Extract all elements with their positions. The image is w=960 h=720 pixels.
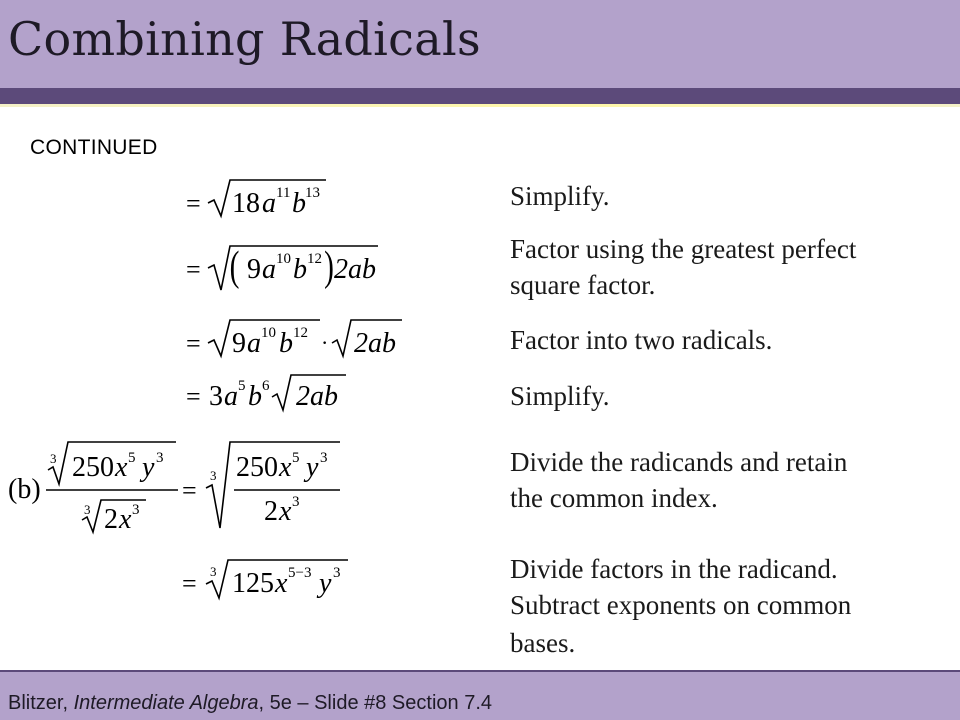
- svg-text:(: (: [229, 242, 240, 290]
- svg-text:5: 5: [238, 378, 246, 394]
- svg-text:a: a: [262, 188, 276, 219]
- svg-text:a: a: [247, 328, 261, 359]
- step-note-divide-factors-line2: Subtract exponents on common: [510, 590, 852, 620]
- step-note-factor-gpsf-line2: square factor.: [510, 270, 656, 300]
- svg-text:2: 2: [264, 496, 278, 527]
- svg-text:3: 3: [209, 381, 223, 412]
- svg-text:=: =: [186, 329, 201, 358]
- svg-text:2ab: 2ab: [354, 328, 396, 359]
- step-note-simplify-1: Simplify.: [510, 181, 610, 211]
- svg-text:13: 13: [305, 185, 320, 201]
- svg-text:3: 3: [333, 565, 341, 581]
- svg-text:b: b: [292, 188, 306, 219]
- svg-text:=: =: [186, 255, 201, 284]
- svg-text:12: 12: [293, 325, 308, 341]
- step-note-divide-radicands-line1: Divide the radicands and retain: [510, 447, 848, 477]
- svg-text:=: =: [182, 476, 197, 505]
- footer-book-title: Intermediate Algebra: [73, 692, 259, 714]
- svg-text:x: x: [279, 452, 292, 483]
- equation-row-5: [8, 442, 340, 535]
- svg-text:b: b: [279, 328, 293, 359]
- svg-text:250: 250: [236, 452, 278, 483]
- svg-text:y: y: [306, 452, 319, 483]
- footer-author: Blitzer,: [8, 692, 74, 714]
- svg-text:b: b: [248, 381, 262, 412]
- svg-text:=: =: [182, 569, 197, 598]
- svg-text:10: 10: [261, 325, 276, 341]
- svg-text:3: 3: [84, 502, 91, 517]
- step-note-divide-factors-line3: bases.: [510, 628, 576, 658]
- part-label-b: (b): [8, 474, 41, 505]
- step-note-factor-gpsf-line1: Factor using the greatest perfect: [510, 234, 857, 264]
- svg-text:a: a: [262, 254, 276, 285]
- equation-row-1: [186, 180, 326, 219]
- svg-text:250: 250: [72, 452, 114, 483]
- svg-text:3: 3: [156, 450, 164, 466]
- svg-text:5: 5: [128, 450, 136, 466]
- step-note-two-radicals: Factor into two radicals.: [510, 325, 773, 355]
- footer-citation: [8, 692, 492, 715]
- svg-text:3: 3: [292, 494, 300, 510]
- eq1-radicand: 18: [232, 188, 260, 219]
- step-note-divide-factors-line1: Divide factors in the radicand.: [510, 554, 838, 584]
- equation-row-6: [182, 560, 348, 599]
- svg-text:3: 3: [320, 450, 328, 466]
- svg-text:=: =: [186, 382, 201, 411]
- equation-row-3: [186, 320, 402, 359]
- svg-text:x: x: [119, 504, 132, 535]
- svg-text:9: 9: [232, 328, 246, 359]
- svg-text:12: 12: [307, 251, 322, 267]
- svg-text:a: a: [224, 381, 238, 412]
- svg-text:x: x: [115, 452, 128, 483]
- svg-text:): ): [324, 242, 334, 290]
- svg-text:x: x: [275, 568, 288, 599]
- svg-text:·: ·: [321, 330, 329, 355]
- slide-title: Combining Radicals: [8, 12, 481, 66]
- svg-text:2ab: 2ab: [296, 381, 338, 412]
- svg-text:5−3: 5−3: [288, 565, 312, 581]
- svg-text:2: 2: [104, 504, 118, 535]
- svg-text:125: 125: [232, 568, 274, 599]
- step-note-simplify-2: Simplify.: [510, 381, 610, 411]
- equation-row-4: [186, 375, 346, 412]
- svg-text:3: 3: [50, 451, 57, 466]
- svg-text:3: 3: [210, 468, 217, 483]
- svg-text:10: 10: [276, 251, 291, 267]
- svg-text:5: 5: [292, 450, 300, 466]
- svg-text:9: 9: [247, 254, 261, 285]
- svg-text:x: x: [279, 496, 292, 527]
- svg-text:3: 3: [132, 502, 140, 518]
- svg-text:2ab: 2ab: [334, 254, 376, 285]
- svg-text:=: =: [186, 189, 201, 218]
- svg-text:b: b: [293, 254, 307, 285]
- svg-text:11: 11: [276, 185, 291, 201]
- svg-text:y: y: [142, 452, 155, 483]
- footer-slide-info: , 5e – Slide #8 Section 7.4: [258, 692, 492, 714]
- equation-row-2: [186, 243, 378, 290]
- continued-label: CONTINUED: [30, 136, 158, 159]
- svg-text:y: y: [319, 568, 332, 599]
- svg-text:6: 6: [262, 378, 270, 394]
- svg-text:3: 3: [210, 564, 217, 579]
- step-note-divide-radicands-line2: the common index.: [510, 483, 718, 513]
